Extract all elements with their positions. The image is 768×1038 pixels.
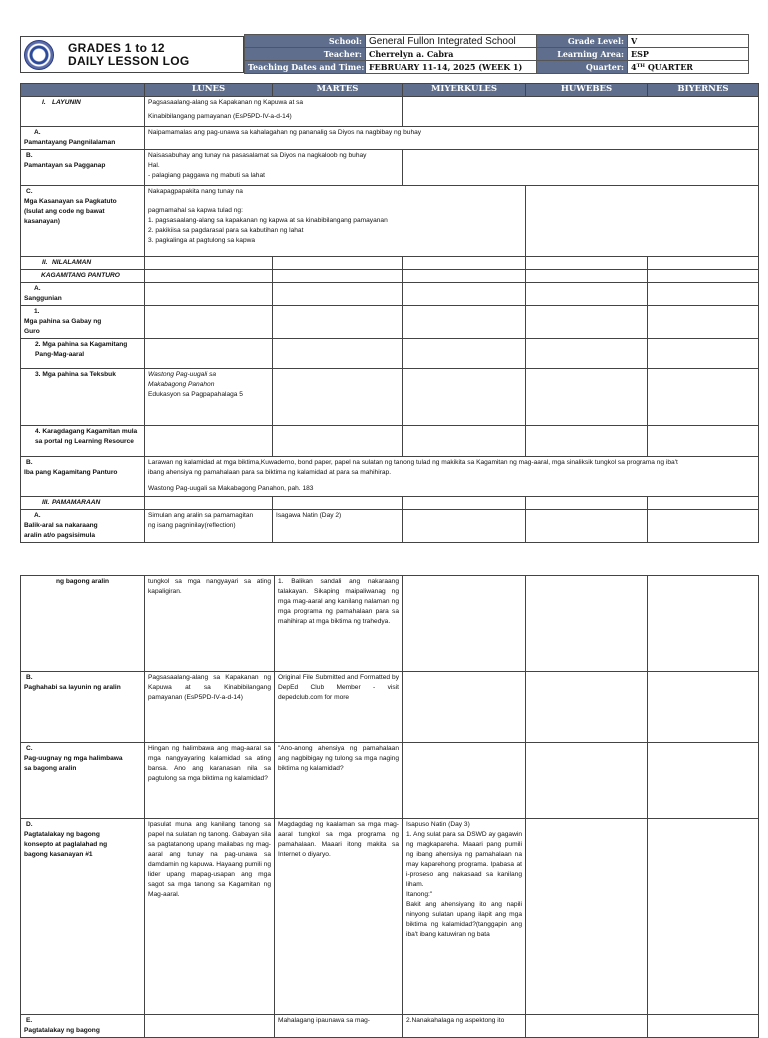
learning-area-label: Learning Area: [537, 48, 628, 61]
layunin-heading: I. LAYUNIN [21, 97, 145, 127]
corner-header [21, 84, 145, 97]
mga-kasanayan-label: C.Mga Kasanayan sa Pagkatuto (Isulat ang code ng bawat kasanayan) [21, 186, 145, 257]
quarter-suffix: TH [636, 63, 646, 69]
bagong-aralin-label: ng bagong aralin [21, 576, 145, 672]
grade-level-label: Grade Level: [537, 35, 628, 48]
quarter-value [628, 61, 749, 74]
pag-uugnay-lunes: Hingan ng halimbawa ang mag-aaral sa mga nangyayaring kalamidad sa ating bansa. Ano ang karanasan nila sa pagtulong sa mga biktima ng kalamidad? [145, 743, 275, 819]
deped-seal-icon [24, 40, 54, 70]
bagong-aralin-lunes: tungkol sa mga nangyayari sa ating kapaligiran. [145, 576, 275, 672]
pag-uugnay-martes: "Ano-anong ahensiya ng pamahalaan ang nagbibigay ng tulong sa mga naging biktima ng kalamidad? [275, 743, 403, 819]
gabay-ng-guro-label: 1.Mga pahina sa Gabay ng Guro [21, 306, 145, 339]
pag-uugnay-label: C.Pag-uugnay ng mga halimbawa sa bagong aralin [21, 743, 145, 819]
balik-aral-lunes: Simulan ang aralin sa pamamagitan ng isang pagninilay(reflection) [145, 510, 273, 543]
pamantayan-sa-pagganap-content: Naisasabuhay ang tunay na pasasalamat sa Diyos na nagkaloob ng buhay Hal. - palagiang paggawa ng mabuti sa lahat [145, 150, 403, 186]
teacher-label: Teacher: [245, 48, 366, 61]
lesson-table-page1 [20, 83, 759, 543]
kagamitang-pang-mag-aaral-label: 2. Mga pahina sa Kagamitang Pang-Mag-aaral [21, 339, 145, 369]
bagong-aralin-martes: 1. Balikan sandali ang nakaraang talakayan. Sikaping maipaliwanag ng mga mag-aaral ang kanilang nalaman ng mga programa ng pamahalaan para sa mahihirap at mga biktima ng trahedya. [275, 576, 403, 672]
pagtatalakay-2-martes: Mahalagang ipaunawa sa mag- [275, 1015, 403, 1038]
pagtatalakay-1-miyerkules: Isapuso Natin (Day 3) 1. Ang sulat para sa DSWD ay gagawin ng magkapareha. Maaari pang pumili ng ibang ahensiya ng pamahalaan na may kaparehong programa. Ipabasa at i-proseso ang nakasaad sa kanilang liham. Itanong:" Bakit ang ahensiyang ito ang napili ninyong sulatan upang ilapit ang mga biktima ng kalamidad?(tanggapin ang iba't ibang katuwiran ng bata [403, 819, 526, 1015]
layunin-content: Pagsasaalang-alang sa Kapakanan ng Kapuwa at sa Kinabibilangang pamayanan (EsP5PD-IV-a-d-14) [145, 97, 403, 127]
dates-value: FEBRUARY 11-14, 2025 (WEEK 1) [366, 61, 537, 74]
pamantayang-pangnilalaman-label: A.Pamantayang Pangnilalaman [21, 127, 145, 150]
pamantayan-sa-pagganap-empty [403, 150, 759, 186]
teksbuk-label: 3. Mga pahina sa Teksbuk [21, 369, 145, 426]
pagtatalakay-1-label: D.Pagtatalakay ng bagong konsepto at paglalahad ng bagong kasanayan #1 [21, 819, 145, 1015]
pagtatalakay-1-martes: Magdagdag ng kaalaman sa mga mag-aaral tungkol sa mga programa ng pamahalaan. Maaari itong makita sa Internet o diyaryo. [275, 819, 403, 1015]
log-title-line1: GRADES 1 to 12 [68, 40, 165, 55]
day-header-lunes: LUNES [145, 84, 273, 97]
pamantayang-pangnilalaman-content: Naipamamalas ang pag-unawa sa kahalagahan ng pananalig sa Diyos na nagbibay ng buhay [145, 127, 759, 150]
pagtatalakay-1-lunes: Ipasulat muna ang kanilang tanong sa papel na sulatan ng tanong. Gabayan sila sa pagtatanong upang mailabas ng mag-aaral ang tunay na pag-unawa sa damdamin ng kapuwa. Hayaang pumili ng lider upang mapag-usapan ang mga sagot sa mga tanong sa Kagamitan ng Mag-aaral. [145, 819, 275, 1015]
grade-level-value: V [628, 35, 749, 48]
sanggunian-label: A.Sanggunian [21, 283, 145, 306]
paghahabi-lunes: Pagsasaalang-alang sa Kapakanan ng Kapuwa at sa Kinabibilangang pamayanan (EsP5PD-IV-a-d-14) [145, 672, 275, 743]
pamamaraan-heading: III. PAMAMARAAN [21, 497, 145, 510]
school-value: General Fullon Integrated School [366, 35, 537, 48]
lesson-table-page2 [20, 575, 759, 1038]
mga-kasanayan-content: Nakapagpapakita nang tunay na pagmamahal sa kapwa tulad ng: 1. pagsasaalang-alang sa kapakanan ng kapwa at sa kinabibilangang pamayanan 2. pakikiisa sa pagdarasal para sa kabutihan ng lahat 3. pagkalinga at pagtulong sa kapwa [145, 186, 526, 257]
teacher-value: Cherrelyn a. Cabra [366, 48, 537, 61]
mga-kasanayan-empty [526, 186, 759, 257]
balik-aral-label: A.Balik-aral sa nakaraang aralin at/o pagsisimula [21, 510, 145, 543]
karagdagang-kagamitan-label: 4. Karagdagang Kagamitan mula sa portal ng Learning Resource [21, 426, 145, 457]
nilalaman-heading: II. NILALAMAN [21, 257, 145, 270]
paghahabi-label: B.Paghahabi sa layunin ng aralin [21, 672, 145, 743]
balik-aral-martes: Isagawa Natin (Day 2) [273, 510, 403, 543]
log-title-box [20, 36, 244, 73]
dates-label: Teaching Dates and Time: [245, 61, 366, 74]
pagtatalakay-2-label: E.Pagtatalakay ng bagong [21, 1015, 145, 1038]
day-header-huwebes: HUWEBES [526, 84, 648, 97]
kagamitang-panturo-heading: KAGAMITANG PANTURO [21, 270, 145, 283]
day-header-martes: MARTES [273, 84, 403, 97]
day-header-miyerkules: MIYERKULES [403, 84, 526, 97]
learning-area-value: ESP [628, 48, 749, 61]
quarter-number: 4 [631, 62, 637, 72]
iba-pang-kagamitan-content: Larawan ng kalamidad at mga biktima,Kuwaderno, bond paper, papel na sulatan ng tanong tulad ng makikita sa Kagamitan ng mag-aaral, mga sinaliksik tungkol sa programa ng iba't ibang ahensiya ng pamahalaan para sa biktima ng kalamidad at para sa mahihirap. Wastong Pag-uugali sa Makabagong Panahon, pah. 183 [145, 457, 759, 497]
header-info-table [244, 34, 749, 74]
school-label: School: [245, 35, 366, 48]
quarter-label: Quarter: [537, 61, 628, 74]
log-title [68, 42, 190, 68]
paghahabi-martes: Original File Submitted and Formatted by DepEd Club Member - visit depedclub.com for more [275, 672, 403, 743]
log-title-line2: DAILY LESSON LOG [68, 53, 190, 68]
teksbuk-content: Wastong Pag-uugali sa Makabagong Panahon Edukasyon sa Pagpapahalaga 5 [145, 369, 273, 426]
quarter-word: QUARTER [647, 62, 693, 72]
day-header-biyernes: BIYERNES [648, 84, 759, 97]
layunin-empty [403, 97, 759, 127]
iba-pang-kagamitan-label: B.Iba pang Kagamitang Panturo [21, 457, 145, 497]
pagtatalakay-2-miyerkules: 2.Nanakahalaga ng aspektong ito [403, 1015, 526, 1038]
pamantayan-sa-pagganap-label: B.Pamantayan sa Pagganap [21, 150, 145, 186]
